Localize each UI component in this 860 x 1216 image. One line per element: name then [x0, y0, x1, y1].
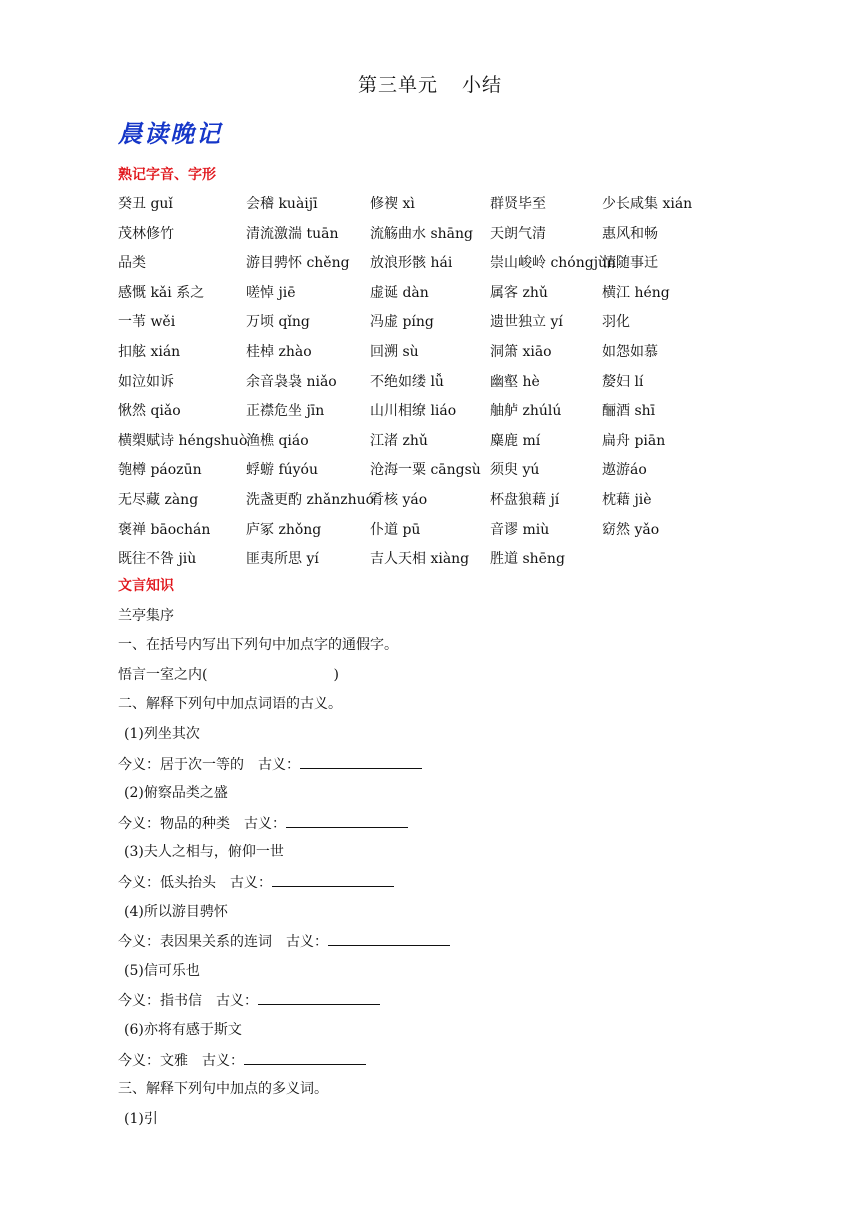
title-summary: 小结: [462, 74, 503, 96]
vocab-entry: 如怨如慕: [602, 343, 658, 360]
exercise-body: [118, 576, 818, 1138]
vocab-entry: 愀然 qiǎo: [118, 403, 181, 420]
vocab-entry: 会稽 kuàijī: [246, 196, 318, 212]
item-3-meaning-text: 今义：低头抬头 古义：: [118, 874, 272, 891]
question-1-text: 悟言一室之内(: [118, 666, 208, 683]
vocab-row: [118, 400, 838, 430]
vocab-entry: 回溯 sù: [370, 343, 419, 360]
answer-blank[interactable]: [272, 872, 394, 887]
title-unit: 第三单元: [357, 74, 438, 96]
item-6-meaning-text: 今义：文雅 古义：: [118, 1052, 244, 1069]
vocab-entry: 蜉蝣 fúyóu: [246, 462, 319, 479]
vocab-entry: 嫠妇 lí: [602, 373, 644, 390]
vocab-entry: 遗世独立 yí: [490, 314, 563, 331]
vocab-row: [118, 252, 838, 282]
vocab-entry: 天朗气清: [490, 225, 546, 242]
vocab-entry: 江渚 zhǔ: [370, 432, 428, 449]
item-1-meaning-text: 今义：居于次一等的 古义：: [118, 756, 300, 773]
vocab-entry: 余音袅袅 niǎo: [246, 373, 337, 390]
vocab-entry: 癸丑 guǐ: [118, 196, 173, 212]
vocab-entry: 流觞曲水 shāng: [370, 225, 473, 242]
vocab-entry: 杯盘狼藉 jí: [490, 491, 560, 508]
vocab-entry: 窈然 yǎo: [602, 521, 660, 538]
item-6: (6)亦将有感于斯文: [124, 1021, 242, 1038]
vocab-entry: 胜道 shēng: [490, 551, 565, 568]
answer-blank[interactable]: [286, 813, 408, 828]
vocab-entry: 幽壑 hè: [490, 373, 540, 390]
vocab-entry: 褒禅 bāochán: [118, 521, 211, 538]
vocab-entry: 沧海一粟 cāngsù: [370, 462, 481, 479]
vocab-entry: 山川相缭 liáo: [370, 403, 457, 420]
vocab-entry: 虚诞 dàn: [370, 284, 429, 301]
vocab-row: [118, 311, 838, 341]
vocab-entry: 麋鹿 mí: [490, 432, 541, 449]
vocab-entry: 群贤毕至: [490, 196, 546, 212]
item-4-meaning: [118, 931, 818, 961]
vocab-entry: 正襟危坐 jīn: [246, 403, 325, 420]
item-3: (3)夫人之相与，俯仰一世: [124, 844, 284, 861]
vocab-entry: 嗟悼 jiē: [246, 284, 296, 301]
vocab-row: [118, 193, 838, 223]
vocab-entry: 无尽藏 zàng: [118, 491, 199, 508]
vocab-row: [118, 341, 838, 371]
vocab-entry: 放浪形骸 hái: [370, 255, 453, 272]
vocab-entry: 桂棹 zhào: [246, 343, 312, 360]
vocab-entry: 修褉 xì: [370, 196, 415, 212]
vocab-row: [118, 548, 838, 578]
item-2-meaning: [118, 813, 818, 843]
vocab-entry: 崇山峻岭 chóngjùn: [490, 255, 617, 272]
vocab-entry: 庐冢 zhǒng: [246, 521, 322, 538]
text-title: 兰亭集序: [118, 607, 174, 624]
vocab-entry: 音谬 miù: [490, 521, 550, 538]
item-5: (5)信可乐也: [124, 962, 200, 979]
vocab-row: [118, 519, 838, 549]
banner-heading: 晨读晚记: [118, 120, 222, 148]
vocab-entry: 一苇 wěi: [118, 314, 176, 331]
vocab-entry: 扁舟 piān: [602, 432, 666, 449]
page-title: [0, 70, 860, 97]
item-3-meaning: [118, 872, 818, 902]
answer-blank[interactable]: [258, 990, 380, 1005]
vocab-entry: 渔樵 qiáo: [246, 432, 309, 449]
question-1: 一、在括号内写出下列句中加点字的通假字。: [118, 637, 398, 654]
answer-blank[interactable]: [300, 754, 422, 769]
vocab-entry: 属客 zhǔ: [490, 284, 548, 301]
question-2: 二、解释下列句中加点词语的古义。: [118, 696, 342, 713]
vocab-entry: 品类: [118, 255, 146, 272]
vocab-entry: 游目骋怀 chěng: [246, 255, 350, 272]
answer-blank[interactable]: [328, 931, 450, 946]
vocab-entry: 枕藉 jiè: [602, 491, 652, 508]
item-4-meaning-text: 今义：表因果关系的连词 古义：: [118, 934, 328, 951]
vocab-row: [118, 489, 838, 519]
question-1-item: [118, 665, 818, 695]
vocab-entry: 舳舻 zhúlú: [490, 403, 562, 420]
section-heading-wenyan: 文言知识: [118, 578, 174, 594]
vocab-row: [118, 459, 838, 489]
vocab-entry: 仆道 pū: [370, 521, 421, 538]
vocab-entry: 少长咸集 xián: [602, 196, 693, 212]
vocab-entry: 茂林修竹: [118, 225, 174, 242]
vocab-entry: 匏樽 páozūn: [118, 462, 202, 479]
question-3: 三、解释下列句中加点的多义词。: [118, 1081, 328, 1098]
item-1: (1)列坐其次: [124, 725, 200, 742]
vocab-row: [118, 430, 838, 460]
item-5-meaning-text: 今义：指书信 古义：: [118, 993, 258, 1010]
vocab-entry: 洞箫 xiāo: [490, 343, 552, 360]
vocab-grid: [118, 193, 838, 578]
vocab-entry: 不绝如缕 lǚ: [370, 373, 444, 390]
vocab-row: [118, 371, 838, 401]
question-1-close: ): [333, 666, 339, 683]
vocab-entry: 扣舷 xián: [118, 343, 181, 360]
item-6-meaning: [118, 1050, 818, 1080]
vocab-entry: 横槊赋诗 héngshuò: [118, 432, 248, 449]
vocab-row: [118, 282, 838, 312]
polysemy-item-1: (1)引: [124, 1110, 158, 1127]
vocab-entry: 如泣如诉: [118, 373, 174, 390]
vocab-entry: 清流激湍 tuān: [246, 225, 339, 242]
vocab-entry: 横江 héng: [602, 284, 670, 301]
section-heading-vocab: 熟记字音、字形: [118, 167, 216, 183]
item-1-meaning: [118, 754, 818, 784]
vocab-entry: 既往不咎 jiù: [118, 551, 197, 568]
vocab-entry: 酾酒 shī: [602, 403, 656, 420]
vocab-entry: 匪夷所思 yí: [246, 551, 319, 568]
vocab-entry: 洗盏更酌 zhǎnzhuó: [246, 491, 375, 508]
vocab-entry: 冯虚 píng: [370, 314, 434, 331]
vocab-row: [118, 223, 838, 253]
item-2: (2)俯察品类之盛: [124, 785, 228, 802]
vocab-entry: 须臾 yú: [490, 462, 540, 479]
vocab-entry: 万顷 qǐng: [246, 314, 310, 331]
vocab-entry: 惠风和畅: [602, 225, 658, 242]
answer-blank[interactable]: [244, 1050, 366, 1065]
vocab-entry: 吉人天相 xiàng: [370, 551, 470, 568]
vocab-entry: 羽化: [602, 314, 630, 331]
vocab-entry: 情随事迁: [602, 255, 658, 272]
item-4: (4)所以游目骋怀: [124, 903, 228, 920]
vocab-entry: 感慨 kǎi 系之: [118, 284, 205, 301]
vocab-entry: 遨游áo: [602, 462, 647, 479]
vocab-entry: 肴核 yáo: [370, 491, 428, 508]
item-5-meaning: [118, 990, 818, 1020]
item-2-meaning-text: 今义：物品的种类 古义：: [118, 815, 286, 832]
